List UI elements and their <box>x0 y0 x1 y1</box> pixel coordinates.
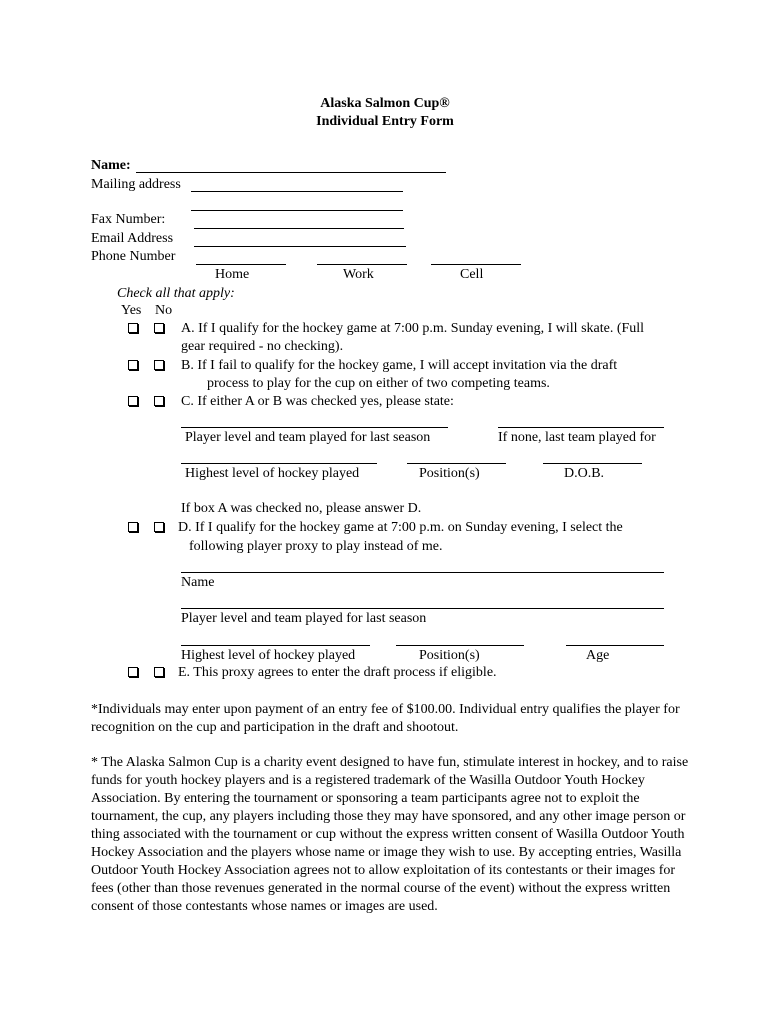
item-e-yes-checkbox[interactable] <box>128 667 138 677</box>
phone-work-label: Work <box>343 267 374 282</box>
item-d-text-line-1: D. If I qualify for the hockey game at 7:00 p.m. on Sunday evening, I select the <box>178 520 623 535</box>
item-b-yes-checkbox[interactable] <box>128 360 138 370</box>
c-highest-level-field[interactable] <box>181 463 377 464</box>
d-positions-label: Position(s) <box>419 648 480 663</box>
form-title: Alaska Salmon Cup® <box>320 96 450 111</box>
item-b-no-checkbox[interactable] <box>154 360 164 370</box>
item-c-no-checkbox[interactable] <box>154 396 164 406</box>
c-if-none-label: If none, last team played for <box>498 430 656 445</box>
item-b-text-line-1: B. If I fail to qualify for the hockey game, I will accept invitation via the draft <box>181 358 618 373</box>
item-a-yes-checkbox[interactable] <box>128 323 138 333</box>
phone-home-field[interactable] <box>196 264 286 265</box>
item-e-text: E. This proxy agrees to enter the draft process if eligible. <box>178 665 497 680</box>
item-d-text-line-2: following player proxy to play instead of me. <box>189 539 443 554</box>
d-age-label: Age <box>586 648 610 663</box>
item-c-text: C. If either A or B was checked yes, please state: <box>181 394 454 409</box>
c-player-level-label: Player level and team played for last season <box>185 430 431 445</box>
no-column-label: No <box>155 303 173 318</box>
email-field[interactable] <box>194 246 406 247</box>
name-field[interactable] <box>136 172 446 173</box>
d-name-field[interactable] <box>181 572 664 573</box>
item-d-yes-checkbox[interactable] <box>128 522 138 532</box>
d-instruction: If box A was checked no, please answer D. <box>181 501 422 516</box>
d-player-level-label: Player level and team played for last season <box>181 611 427 626</box>
item-a-no-checkbox[interactable] <box>154 323 164 333</box>
phone-cell-field[interactable] <box>431 264 521 265</box>
item-b-text-line-2: process to play for the cup on either of two competing teams. <box>207 376 550 391</box>
item-e-no-checkbox[interactable] <box>154 667 164 677</box>
d-name-label: Name <box>181 575 215 590</box>
item-d-no-checkbox[interactable] <box>154 522 164 532</box>
item-c-yes-checkbox[interactable] <box>128 396 138 406</box>
mailing-address-field-2[interactable] <box>191 210 403 211</box>
email-label: Email Address <box>91 231 174 246</box>
mailing-address-label: Mailing address <box>91 177 181 192</box>
d-highest-level-label: Highest level of hockey played <box>181 648 356 663</box>
name-label: Name: <box>91 158 131 173</box>
disclaimer-note: * The Alaska Salmon Cup is a charity event designed to have fun, stimulate interest in hockey, and to raise funds for youth hockey players and is a registered trademark of the Wasilla Outdoor Youth Hockey Association. By entering the tournament or sponsoring a team participants agree not to exploit the tournament, the cup, any players including those they may have sponsored, and any other image person or thing associated with the tournament or cup without the express written consent of Wasilla Outdoor Youth Hockey Association and the players whose name or image they wish to use. By accepting entries, Wasilla Outdoor Youth Hockey Association agrees not to allow exploitation of its contestants or their images for fees (other than those revenues generated in the normal course of the event) without the express written consent of those contestants whose names or images are used. <box>91 755 689 914</box>
fax-field[interactable] <box>194 228 404 229</box>
c-player-level-field[interactable] <box>181 427 448 428</box>
item-a-text-line-2: gear required - no checking). <box>181 339 344 354</box>
check-instruction: Check all that apply: <box>117 286 235 301</box>
phone-home-label: Home <box>215 267 250 282</box>
c-positions-label: Position(s) <box>419 466 480 481</box>
c-dob-label: D.O.B. <box>564 466 605 481</box>
mailing-address-field-1[interactable] <box>191 191 403 192</box>
c-highest-level-label: Highest level of hockey played <box>185 466 360 481</box>
yes-column-label: Yes <box>121 303 142 318</box>
d-player-level-field[interactable] <box>181 608 664 609</box>
item-a-text-line-1: A. If I qualify for the hockey game at 7:00 p.m. Sunday evening, I will skate. (Full <box>181 321 645 336</box>
d-positions-field[interactable] <box>396 645 524 646</box>
d-age-field[interactable] <box>566 645 664 646</box>
d-highest-level-field[interactable] <box>181 645 370 646</box>
fee-note: *Individuals may enter upon payment of an entry fee of $100.00. Individual entry qualifies the player for recognition on the cup and participation in the draft and shootout. <box>91 702 680 735</box>
phone-work-field[interactable] <box>317 264 407 265</box>
c-if-none-field[interactable] <box>498 427 664 428</box>
c-dob-field[interactable] <box>543 463 642 464</box>
fax-label: Fax Number: <box>91 212 166 227</box>
phone-cell-label: Cell <box>460 267 484 282</box>
c-positions-field[interactable] <box>407 463 506 464</box>
form-subtitle: Individual Entry Form <box>316 114 454 129</box>
phone-label: Phone Number <box>91 249 176 264</box>
